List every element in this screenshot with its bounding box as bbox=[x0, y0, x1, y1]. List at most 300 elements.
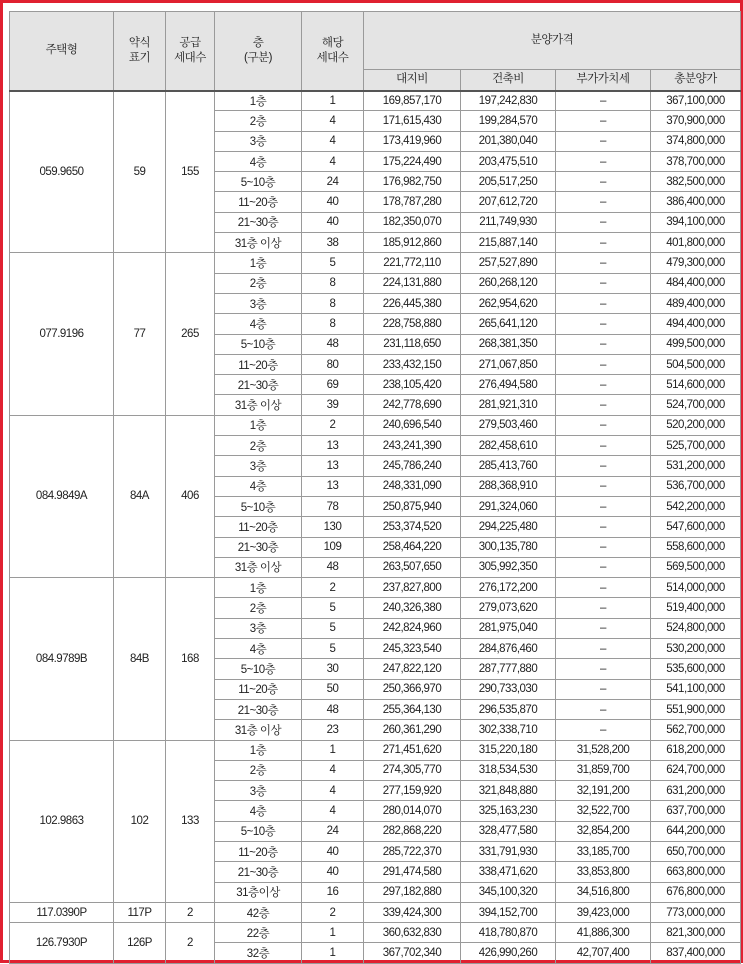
cell-land: 297,182,880 bbox=[364, 882, 461, 902]
header-units-l2: 세대수 bbox=[316, 51, 349, 64]
cell-land: 255,364,130 bbox=[364, 699, 461, 719]
cell-building: 338,471,620 bbox=[461, 862, 556, 882]
cell-units: 8 bbox=[302, 273, 364, 293]
cell-units: 8 bbox=[302, 293, 364, 313]
cell-type: 126.7930P bbox=[10, 923, 114, 964]
cell-total: 569,500,000 bbox=[651, 557, 741, 577]
cell-land: 175,224,490 bbox=[364, 151, 461, 171]
cell-vat: – bbox=[556, 273, 651, 293]
cell-building: 288,368,910 bbox=[461, 476, 556, 496]
cell-land: 250,366,970 bbox=[364, 679, 461, 699]
cell-vat: – bbox=[556, 557, 651, 577]
cell-supply: 168 bbox=[166, 578, 215, 740]
cell-building: 321,848,880 bbox=[461, 781, 556, 801]
cell-floor: 1층 bbox=[215, 91, 302, 111]
cell-vat: – bbox=[556, 679, 651, 699]
cell-units: 30 bbox=[302, 659, 364, 679]
cell-land: 178,787,280 bbox=[364, 192, 461, 212]
cell-vat: 33,853,800 bbox=[556, 862, 651, 882]
cell-type: 084.9849A bbox=[10, 415, 114, 577]
cell-floor: 11~20층 bbox=[215, 354, 302, 374]
cell-units: 24 bbox=[302, 172, 364, 192]
cell-land: 228,758,880 bbox=[364, 314, 461, 334]
cell-total: 401,800,000 bbox=[651, 233, 741, 253]
cell-type: 102.9863 bbox=[10, 740, 114, 902]
cell-total: 370,900,000 bbox=[651, 111, 741, 131]
cell-units: 50 bbox=[302, 679, 364, 699]
cell-units: 13 bbox=[302, 436, 364, 456]
cell-land: 224,131,880 bbox=[364, 273, 461, 293]
cell-land: 282,868,220 bbox=[364, 821, 461, 841]
cell-land: 258,464,220 bbox=[364, 537, 461, 557]
cell-total: 531,200,000 bbox=[651, 456, 741, 476]
table-row bbox=[10, 415, 741, 435]
cell-building: 282,458,610 bbox=[461, 436, 556, 456]
cell-floor: 4층 bbox=[215, 476, 302, 496]
cell-vat: – bbox=[556, 496, 651, 516]
cell-units: 16 bbox=[302, 882, 364, 902]
cell-units: 78 bbox=[302, 496, 364, 516]
cell-units: 4 bbox=[302, 781, 364, 801]
cell-supply: 155 bbox=[166, 91, 215, 253]
cell-building: 290,733,030 bbox=[461, 679, 556, 699]
cell-abbr: 126P bbox=[114, 923, 166, 964]
cell-building: 285,413,760 bbox=[461, 456, 556, 476]
cell-total: 631,200,000 bbox=[651, 781, 741, 801]
cell-floor: 4층 bbox=[215, 151, 302, 171]
cell-floor: 2층 bbox=[215, 436, 302, 456]
cell-vat: – bbox=[556, 476, 651, 496]
cell-units: 80 bbox=[302, 354, 364, 374]
table-row bbox=[10, 253, 741, 273]
cell-land: 285,722,370 bbox=[364, 841, 461, 861]
cell-vat: – bbox=[556, 151, 651, 171]
header-type: 주택형 bbox=[10, 12, 114, 91]
cell-floor: 1층 bbox=[215, 415, 302, 435]
header-price-group: 분양가격 bbox=[364, 12, 741, 70]
cell-building: 300,135,780 bbox=[461, 537, 556, 557]
cell-building: 203,475,510 bbox=[461, 151, 556, 171]
cell-vat: 31,859,700 bbox=[556, 760, 651, 780]
cell-building: 315,220,180 bbox=[461, 740, 556, 760]
cell-floor: 31층 이상 bbox=[215, 395, 302, 415]
cell-total: 637,700,000 bbox=[651, 801, 741, 821]
cell-units: 5 bbox=[302, 253, 364, 273]
cell-building: 318,534,530 bbox=[461, 760, 556, 780]
cell-supply: 133 bbox=[166, 740, 215, 902]
cell-vat: – bbox=[556, 415, 651, 435]
cell-land: 291,474,580 bbox=[364, 862, 461, 882]
cell-abbr: 59 bbox=[114, 91, 166, 253]
table-row bbox=[10, 91, 741, 111]
cell-floor: 22층 bbox=[215, 923, 302, 943]
cell-building: 296,535,870 bbox=[461, 699, 556, 719]
price-table bbox=[9, 11, 741, 964]
table-row bbox=[10, 923, 741, 943]
cell-building: 279,073,620 bbox=[461, 598, 556, 618]
cell-floor: 1층 bbox=[215, 578, 302, 598]
header-supply-l1: 공급 bbox=[179, 36, 201, 49]
cell-abbr: 84B bbox=[114, 578, 166, 740]
cell-vat: 39,423,000 bbox=[556, 902, 651, 922]
cell-land: 242,778,690 bbox=[364, 395, 461, 415]
cell-building: 287,777,880 bbox=[461, 659, 556, 679]
cell-total: 374,800,000 bbox=[651, 131, 741, 151]
cell-building: 418,780,870 bbox=[461, 923, 556, 943]
cell-vat: – bbox=[556, 598, 651, 618]
cell-vat: – bbox=[556, 131, 651, 151]
cell-floor: 11~20층 bbox=[215, 517, 302, 537]
cell-building: 302,338,710 bbox=[461, 720, 556, 740]
cell-units: 4 bbox=[302, 760, 364, 780]
cell-total: 773,000,000 bbox=[651, 902, 741, 922]
header-units bbox=[302, 12, 364, 91]
cell-units: 4 bbox=[302, 111, 364, 131]
cell-units: 24 bbox=[302, 821, 364, 841]
cell-land: 185,912,860 bbox=[364, 233, 461, 253]
cell-units: 40 bbox=[302, 841, 364, 861]
cell-vat: – bbox=[556, 314, 651, 334]
cell-vat: – bbox=[556, 578, 651, 598]
cell-units: 13 bbox=[302, 456, 364, 476]
cell-floor: 3층 bbox=[215, 456, 302, 476]
cell-building: 271,067,850 bbox=[461, 354, 556, 374]
cell-land: 248,331,090 bbox=[364, 476, 461, 496]
cell-total: 520,200,000 bbox=[651, 415, 741, 435]
cell-building: 279,503,460 bbox=[461, 415, 556, 435]
cell-land: 242,824,960 bbox=[364, 618, 461, 638]
cell-units: 4 bbox=[302, 151, 364, 171]
cell-floor: 1층 bbox=[215, 740, 302, 760]
cell-floor: 31층이상 bbox=[215, 882, 302, 902]
cell-floor: 3층 bbox=[215, 781, 302, 801]
cell-total: 386,400,000 bbox=[651, 192, 741, 212]
cell-building: 394,152,700 bbox=[461, 902, 556, 922]
table-body bbox=[10, 91, 741, 964]
cell-floor: 4층 bbox=[215, 639, 302, 659]
cell-vat: – bbox=[556, 720, 651, 740]
cell-land: 238,105,420 bbox=[364, 375, 461, 395]
cell-units: 2 bbox=[302, 578, 364, 598]
cell-total: 644,200,000 bbox=[651, 821, 741, 841]
cell-building: 331,791,930 bbox=[461, 841, 556, 861]
cell-units: 38 bbox=[302, 233, 364, 253]
cell-land: 173,419,960 bbox=[364, 131, 461, 151]
table-row bbox=[10, 740, 741, 760]
header-abbr-l1: 약식 bbox=[128, 36, 151, 49]
cell-vat: 34,516,800 bbox=[556, 882, 651, 902]
cell-floor: 5~10층 bbox=[215, 659, 302, 679]
cell-units: 1 bbox=[302, 923, 364, 943]
cell-vat: – bbox=[556, 212, 651, 232]
cell-total: 542,200,000 bbox=[651, 496, 741, 516]
header-floor-l2: (구분) bbox=[244, 51, 272, 64]
cell-building: 262,954,620 bbox=[461, 293, 556, 313]
cell-units: 1 bbox=[302, 91, 364, 111]
cell-floor: 3층 bbox=[215, 131, 302, 151]
cell-supply: 406 bbox=[166, 415, 215, 577]
cell-floor: 3층 bbox=[215, 293, 302, 313]
cell-vat: – bbox=[556, 354, 651, 374]
cell-total: 524,700,000 bbox=[651, 395, 741, 415]
cell-land: 367,702,340 bbox=[364, 943, 461, 963]
cell-total: 837,400,000 bbox=[651, 943, 741, 963]
header-abbr bbox=[114, 12, 166, 91]
cell-units: 2 bbox=[302, 415, 364, 435]
cell-floor: 21~30층 bbox=[215, 537, 302, 557]
header-vat: 부가가치세 bbox=[556, 70, 651, 91]
cell-type: 059.9650 bbox=[10, 91, 114, 253]
cell-vat: 32,191,200 bbox=[556, 781, 651, 801]
cell-floor: 1층 bbox=[215, 253, 302, 273]
cell-land: 176,982,750 bbox=[364, 172, 461, 192]
cell-land: 274,305,770 bbox=[364, 760, 461, 780]
cell-building: 325,163,230 bbox=[461, 801, 556, 821]
cell-vat: – bbox=[556, 334, 651, 354]
table-header bbox=[10, 12, 741, 91]
cell-building: 268,381,350 bbox=[461, 334, 556, 354]
cell-total: 489,400,000 bbox=[651, 293, 741, 313]
cell-floor: 4층 bbox=[215, 314, 302, 334]
cell-land: 263,507,650 bbox=[364, 557, 461, 577]
cell-vat: – bbox=[556, 537, 651, 557]
cell-units: 40 bbox=[302, 212, 364, 232]
cell-total: 821,300,000 bbox=[651, 923, 741, 943]
cell-units: 69 bbox=[302, 375, 364, 395]
cell-units: 48 bbox=[302, 699, 364, 719]
cell-vat: 32,522,700 bbox=[556, 801, 651, 821]
cell-total: 663,800,000 bbox=[651, 862, 741, 882]
cell-land: 171,615,430 bbox=[364, 111, 461, 131]
header-building: 건축비 bbox=[461, 70, 556, 91]
cell-building: 260,268,120 bbox=[461, 273, 556, 293]
header-land: 대지비 bbox=[364, 70, 461, 91]
cell-floor: 31층 이상 bbox=[215, 557, 302, 577]
cell-floor: 5~10층 bbox=[215, 172, 302, 192]
cell-building: 265,641,120 bbox=[461, 314, 556, 334]
cell-units: 23 bbox=[302, 720, 364, 740]
header-units-l1: 해당 bbox=[321, 36, 344, 49]
cell-type: 117.0390P bbox=[10, 902, 114, 922]
cell-building: 345,100,320 bbox=[461, 882, 556, 902]
cell-type: 077.9196 bbox=[10, 253, 114, 415]
cell-land: 271,451,620 bbox=[364, 740, 461, 760]
header-floor-l1: 층 bbox=[252, 36, 264, 49]
cell-units: 1 bbox=[302, 943, 364, 963]
cell-vat: – bbox=[556, 659, 651, 679]
cell-total: 618,200,000 bbox=[651, 740, 741, 760]
cell-total: 676,800,000 bbox=[651, 882, 741, 902]
cell-total: 525,700,000 bbox=[651, 436, 741, 456]
cell-floor: 11~20층 bbox=[215, 192, 302, 212]
cell-total: 499,500,000 bbox=[651, 334, 741, 354]
cell-vat: – bbox=[556, 639, 651, 659]
cell-building: 276,494,580 bbox=[461, 375, 556, 395]
cell-units: 48 bbox=[302, 334, 364, 354]
cell-building: 205,517,250 bbox=[461, 172, 556, 192]
cell-total: 382,500,000 bbox=[651, 172, 741, 192]
cell-land: 240,696,540 bbox=[364, 415, 461, 435]
cell-floor: 11~20층 bbox=[215, 679, 302, 699]
cell-floor: 2층 bbox=[215, 760, 302, 780]
cell-total: 536,700,000 bbox=[651, 476, 741, 496]
cell-total: 562,700,000 bbox=[651, 720, 741, 740]
cell-type: 084.9789B bbox=[10, 578, 114, 740]
cell-vat: – bbox=[556, 699, 651, 719]
cell-units: 4 bbox=[302, 801, 364, 821]
cell-floor: 11~20층 bbox=[215, 841, 302, 861]
cell-land: 360,632,830 bbox=[364, 923, 461, 943]
cell-floor: 4층 bbox=[215, 801, 302, 821]
cell-land: 226,445,380 bbox=[364, 293, 461, 313]
cell-floor: 21~30층 bbox=[215, 699, 302, 719]
cell-vat: – bbox=[556, 618, 651, 638]
cell-total: 494,400,000 bbox=[651, 314, 741, 334]
cell-floor: 5~10층 bbox=[215, 496, 302, 516]
cell-floor: 5~10층 bbox=[215, 821, 302, 841]
cell-total: 479,300,000 bbox=[651, 253, 741, 273]
cell-land: 169,857,170 bbox=[364, 91, 461, 111]
cell-floor: 21~30층 bbox=[215, 862, 302, 882]
cell-floor: 5~10층 bbox=[215, 334, 302, 354]
cell-units: 40 bbox=[302, 192, 364, 212]
cell-floor: 21~30층 bbox=[215, 212, 302, 232]
cell-units: 130 bbox=[302, 517, 364, 537]
header-supply bbox=[166, 12, 215, 91]
cell-building: 291,324,060 bbox=[461, 496, 556, 516]
header-total: 총분양가 bbox=[651, 70, 741, 91]
cell-total: 504,500,000 bbox=[651, 354, 741, 374]
cell-vat: 33,185,700 bbox=[556, 841, 651, 861]
cell-vat: – bbox=[556, 172, 651, 192]
cell-building: 284,876,460 bbox=[461, 639, 556, 659]
cell-units: 2 bbox=[302, 902, 364, 922]
cell-floor: 21~30층 bbox=[215, 375, 302, 395]
cell-vat: – bbox=[556, 111, 651, 131]
cell-abbr: 117P bbox=[114, 902, 166, 922]
cell-vat: 32,854,200 bbox=[556, 821, 651, 841]
cell-total: 524,800,000 bbox=[651, 618, 741, 638]
cell-total: 378,700,000 bbox=[651, 151, 741, 171]
cell-land: 243,241,390 bbox=[364, 436, 461, 456]
cell-building: 294,225,480 bbox=[461, 517, 556, 537]
cell-units: 48 bbox=[302, 557, 364, 577]
cell-total: 530,200,000 bbox=[651, 639, 741, 659]
cell-building: 257,527,890 bbox=[461, 253, 556, 273]
cell-floor: 2층 bbox=[215, 273, 302, 293]
cell-vat: – bbox=[556, 375, 651, 395]
cell-building: 211,749,930 bbox=[461, 212, 556, 232]
header-supply-l2: 세대수 bbox=[174, 51, 206, 64]
cell-vat: – bbox=[556, 91, 651, 111]
cell-floor: 2층 bbox=[215, 598, 302, 618]
cell-total: 519,400,000 bbox=[651, 598, 741, 618]
cell-floor: 31층 이상 bbox=[215, 720, 302, 740]
cell-floor: 3층 bbox=[215, 618, 302, 638]
cell-land: 247,822,120 bbox=[364, 659, 461, 679]
cell-vat: – bbox=[556, 233, 651, 253]
table-row bbox=[10, 902, 741, 922]
cell-total: 514,600,000 bbox=[651, 375, 741, 395]
cell-land: 277,159,920 bbox=[364, 781, 461, 801]
cell-vat: 31,528,200 bbox=[556, 740, 651, 760]
cell-floor: 31층 이상 bbox=[215, 233, 302, 253]
header-floor bbox=[215, 12, 302, 91]
cell-land: 339,424,300 bbox=[364, 902, 461, 922]
cell-vat: – bbox=[556, 517, 651, 537]
cell-vat: – bbox=[556, 436, 651, 456]
cell-building: 305,992,350 bbox=[461, 557, 556, 577]
cell-total: 367,100,000 bbox=[651, 91, 741, 111]
cell-units: 1 bbox=[302, 740, 364, 760]
table-row bbox=[10, 578, 741, 598]
cell-total: 650,700,000 bbox=[651, 841, 741, 861]
cell-vat: 42,707,400 bbox=[556, 943, 651, 963]
cell-units: 8 bbox=[302, 314, 364, 334]
cell-land: 245,786,240 bbox=[364, 456, 461, 476]
cell-units: 5 bbox=[302, 639, 364, 659]
cell-building: 197,242,830 bbox=[461, 91, 556, 111]
cell-building: 215,887,140 bbox=[461, 233, 556, 253]
cell-total: 484,400,000 bbox=[651, 273, 741, 293]
cell-building: 426,990,260 bbox=[461, 943, 556, 963]
cell-vat: – bbox=[556, 395, 651, 415]
cell-total: 551,900,000 bbox=[651, 699, 741, 719]
cell-units: 40 bbox=[302, 862, 364, 882]
cell-floor: 32층 bbox=[215, 943, 302, 963]
cell-units: 5 bbox=[302, 618, 364, 638]
cell-floor: 2층 bbox=[215, 111, 302, 131]
cell-land: 233,432,150 bbox=[364, 354, 461, 374]
cell-building: 201,380,040 bbox=[461, 131, 556, 151]
cell-supply: 2 bbox=[166, 923, 215, 964]
header-abbr-l2: 표기 bbox=[128, 51, 151, 64]
cell-floor: 42층 bbox=[215, 902, 302, 922]
cell-land: 260,361,290 bbox=[364, 720, 461, 740]
cell-land: 240,326,380 bbox=[364, 598, 461, 618]
cell-land: 182,350,070 bbox=[364, 212, 461, 232]
cell-vat: – bbox=[556, 293, 651, 313]
cell-land: 253,374,520 bbox=[364, 517, 461, 537]
cell-vat: – bbox=[556, 192, 651, 212]
cell-building: 199,284,570 bbox=[461, 111, 556, 131]
cell-land: 250,875,940 bbox=[364, 496, 461, 516]
cell-total: 558,600,000 bbox=[651, 537, 741, 557]
cell-building: 281,975,040 bbox=[461, 618, 556, 638]
cell-building: 276,172,200 bbox=[461, 578, 556, 598]
cell-units: 4 bbox=[302, 131, 364, 151]
cell-vat: 41,886,300 bbox=[556, 923, 651, 943]
cell-building: 328,477,580 bbox=[461, 821, 556, 841]
cell-units: 39 bbox=[302, 395, 364, 415]
cell-vat: – bbox=[556, 253, 651, 273]
cell-units: 109 bbox=[302, 537, 364, 557]
cell-land: 280,014,070 bbox=[364, 801, 461, 821]
cell-total: 535,600,000 bbox=[651, 659, 741, 679]
cell-building: 207,612,720 bbox=[461, 192, 556, 212]
cell-supply: 2 bbox=[166, 902, 215, 922]
cell-total: 514,000,000 bbox=[651, 578, 741, 598]
cell-total: 541,100,000 bbox=[651, 679, 741, 699]
cell-supply: 265 bbox=[166, 253, 215, 415]
cell-abbr: 102 bbox=[114, 740, 166, 902]
cell-units: 13 bbox=[302, 476, 364, 496]
cell-land: 221,772,110 bbox=[364, 253, 461, 273]
cell-land: 245,323,540 bbox=[364, 639, 461, 659]
cell-land: 237,827,800 bbox=[364, 578, 461, 598]
cell-total: 547,600,000 bbox=[651, 517, 741, 537]
cell-land: 231,118,650 bbox=[364, 334, 461, 354]
